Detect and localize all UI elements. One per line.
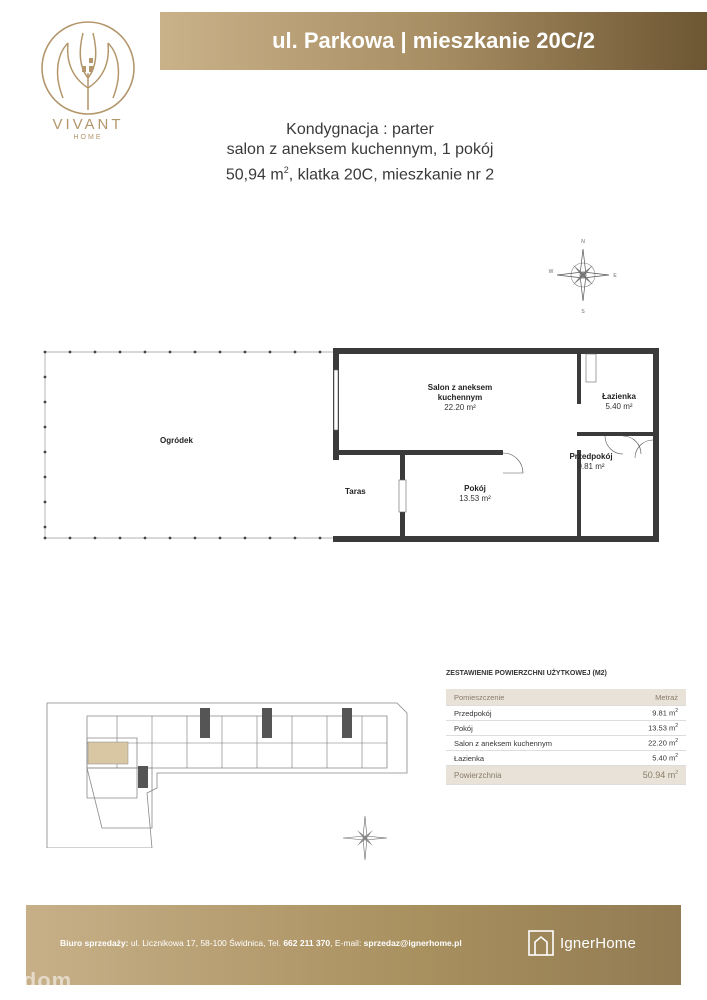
row-area: 5.40 $m^2$	[652, 753, 678, 763]
compass-e: E	[613, 273, 617, 279]
watermark-text: todom	[0, 968, 73, 993]
sales-office-label: Biuro sprzedaży:	[60, 938, 129, 948]
row-name: Salon z aneksem kuchennym	[454, 738, 552, 748]
email-link[interactable]: sprzedaz@ignerhome.pl	[363, 938, 462, 948]
row-area: 9.81 $m^2$	[652, 708, 678, 718]
area-summary	[150, 160, 570, 185]
phone-link[interactable]: 662 211 370	[283, 938, 331, 948]
compass-rose-icon	[543, 235, 623, 315]
table-header	[446, 689, 686, 706]
room-name: Pokój	[464, 484, 486, 493]
ignerhome-logo	[528, 927, 636, 959]
brand-title: VIVANT	[52, 116, 124, 133]
salon-name-2: kuchennym	[437, 393, 483, 402]
hall-area: 9.81 m²	[577, 462, 605, 471]
salon-label	[405, 383, 515, 412]
apartment-info	[150, 120, 570, 185]
sales-office-info	[60, 938, 462, 948]
total-value: 50.94 $m^2$	[642, 770, 678, 780]
hall-label	[556, 452, 626, 471]
salon-area: 22.20 m²	[444, 403, 476, 412]
company-name: IgnerHome	[560, 934, 637, 952]
compass-w: W	[548, 269, 554, 275]
bath-area: 5.40 m²	[605, 402, 633, 411]
brand-name	[30, 116, 146, 141]
row-area: 13.53 $m^2$	[648, 723, 678, 733]
ignerhome-icon	[528, 930, 554, 956]
row-name: Przedpokój	[454, 708, 492, 718]
table-row	[446, 751, 686, 766]
table-total-row	[446, 766, 686, 785]
page-title: ul. Parkowa | mieszkanie 20C/2	[272, 28, 595, 53]
bath-name: Łazienka	[602, 392, 636, 401]
address: ul. Licznikowa 17, 58-100 Świdnica, Tel.	[128, 938, 284, 948]
compass-s: S	[581, 309, 585, 315]
bath-label	[589, 392, 649, 411]
row-area: 22.20 $m^2$	[648, 738, 678, 748]
table-row	[446, 736, 686, 751]
terrace-label	[345, 487, 366, 497]
garden-label	[160, 436, 193, 446]
area-table	[446, 689, 686, 785]
hall-name: Przedpokój	[569, 452, 613, 461]
title-bar	[160, 12, 707, 70]
compass-small-icon	[335, 808, 395, 868]
vivant-logo-icon	[38, 18, 138, 118]
table-row	[446, 706, 686, 721]
area-rest: , klatka 20C, mieszkanie nr 2	[288, 166, 495, 184]
col-room: Pomieszczenie	[454, 692, 505, 702]
floor-plan	[40, 340, 665, 555]
area-value: 50,94 m	[225, 166, 284, 184]
terrace-name: Taras	[345, 487, 366, 496]
row-name: Łazienka	[454, 753, 485, 763]
table-row	[446, 721, 686, 736]
brand-subtitle: HOME	[73, 134, 103, 141]
area-unit-sup: 2	[283, 165, 289, 175]
compass-n: N	[581, 239, 585, 245]
room-label	[435, 484, 515, 503]
floor-level: Kondygnacja : parter	[286, 121, 434, 138]
email-label: , E-mail:	[330, 938, 364, 948]
room-summary: salon z aneksem kuchennym, 1 pokój	[226, 141, 494, 158]
garden-name: Ogródek	[160, 436, 193, 445]
area-table-title: ZESTAWIENIE POWIERZCHNI UŻYTKOWEJ (M2)	[446, 670, 607, 677]
col-area: Metraż	[655, 692, 678, 702]
row-name: Pokój	[454, 723, 473, 733]
apartment-highlight	[88, 742, 128, 764]
room-area: 13.53 m²	[459, 494, 491, 503]
salon-name-1: Salon z aneksem	[427, 383, 493, 392]
floor-plan-drawing	[40, 340, 665, 555]
total-label: Powierzchnia	[454, 770, 502, 780]
